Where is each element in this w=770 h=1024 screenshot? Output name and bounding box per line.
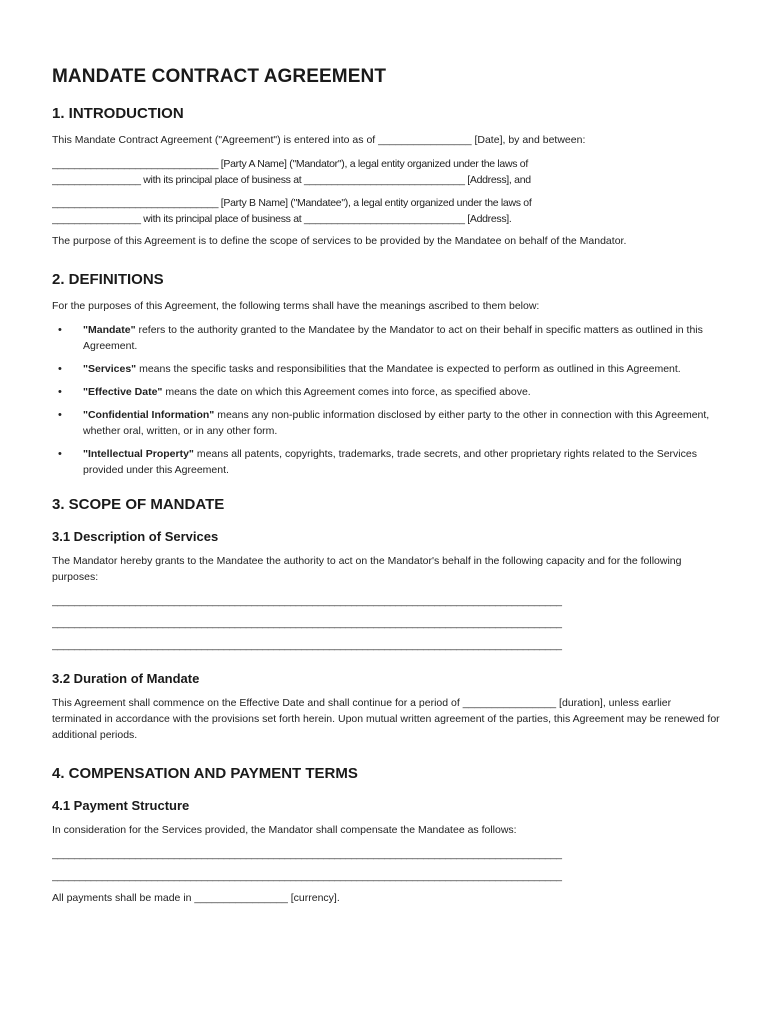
bullet-icon: • (58, 448, 62, 460)
definitions-list (52, 322, 720, 478)
party-a-block (52, 156, 720, 188)
subsection-heading-description: 3.1 Description of Services (52, 529, 219, 544)
document-title: MANDATE CONTRACT AGREEMENT (52, 66, 387, 87)
bullet-icon: • (58, 363, 62, 375)
party-a-line-1: ______________________________ [Party A Name] ("Mandator"), a legal entity organized under the laws of (52, 158, 528, 170)
definition-item-mandate (52, 322, 720, 354)
party-b-block (52, 195, 720, 227)
section-heading-introduction: 1. INTRODUCTION (52, 105, 184, 122)
subsection-heading-payment-structure: 4.1 Payment Structure (52, 798, 190, 813)
definition-text: refers to the authority granted to the Mandatee by the Mandator to act on their behalf in specific matters as outlined in this Agreement. (83, 324, 703, 352)
definitions-intro: For the purposes of this Agreement, the following terms shall have the meanings ascribed to them below: (52, 300, 540, 312)
blank-line: ____________________________________________________________________________________________ (52, 617, 562, 629)
definition-term: "Confidential Information" (83, 409, 215, 421)
definition-text: means the specific tasks and responsibilities that the Mandatee is expected to perform as outlined in this Agreement. (136, 363, 681, 375)
section-heading-compensation: 4. COMPENSATION AND PAYMENT TERMS (52, 765, 358, 782)
definition-text: means the date on which this Agreement comes into force, as specified above. (162, 386, 531, 398)
intro-paragraph: This Mandate Contract Agreement ("Agreement") is entered into as of ________________ [Date], by and between: (52, 134, 586, 146)
duration-paragraph: This Agreement shall commence on the Effective Date and shall continue for a period of ________________ [duration], unless earlier terminated in accordance with the provisions set forth herein. Upon mutual written agreement of the parties, this Agreement may be renewed for additional periods. (52, 697, 720, 741)
subsection-heading-duration: 3.2 Duration of Mandate (52, 671, 200, 686)
definition-item-effective-date (52, 384, 720, 400)
purpose-paragraph: The purpose of this Agreement is to define the scope of services to be provided by the Mandatee on behalf of the Mandator. (52, 235, 627, 247)
description-paragraph: The Mandator hereby grants to the Mandatee the authority to act on the Mandator's behalf in the following capacity and for the following purposes: (52, 555, 682, 583)
definition-item-services (52, 361, 720, 377)
party-b-line-2: ________________ with its principal place of business at _____________________________ [Address]. (52, 213, 512, 225)
definition-term: "Services" (83, 363, 137, 375)
blank-line: ____________________________________________________________________________________________ (52, 870, 562, 882)
section-heading-definitions: 2. DEFINITIONS (52, 271, 164, 288)
bullet-icon: • (58, 409, 62, 421)
definition-text: means any non-public information disclosed by either party to the other in connection with this Agreement, whether oral, written, or in any other form. (83, 409, 710, 437)
definition-item-intellectual-property (52, 446, 720, 478)
party-a-line-2: ________________ with its principal place of business at _____________________________ [Address], and (52, 174, 531, 186)
bullet-icon: • (58, 386, 62, 398)
definition-term: "Effective Date" (83, 386, 163, 398)
blank-line: ____________________________________________________________________________________________ (52, 595, 562, 607)
blank-line: ____________________________________________________________________________________________ (52, 848, 562, 860)
document-page (52, 66, 720, 912)
bullet-icon: • (58, 324, 62, 336)
definition-term: "Mandate" (83, 324, 136, 336)
payment-structure-paragraph: In consideration for the Services provided, the Mandator shall compensate the Mandatee as follows: (52, 824, 517, 836)
definition-text: means all patents, copyrights, trademarks, trade secrets, and other proprietary rights related to the Services provided under this Agreement. (83, 448, 697, 476)
section-heading-scope: 3. SCOPE OF MANDATE (52, 496, 225, 513)
definition-item-confidential-information (52, 407, 720, 439)
currency-paragraph: All payments shall be made in ________________ [currency]. (52, 892, 340, 904)
party-b-line-1: ______________________________ [Party B Name] ("Mandatee"), a legal entity organized under the laws of (52, 197, 532, 209)
definition-term: "Intellectual Property" (83, 448, 194, 460)
blank-line: ____________________________________________________________________________________________ (52, 639, 562, 651)
